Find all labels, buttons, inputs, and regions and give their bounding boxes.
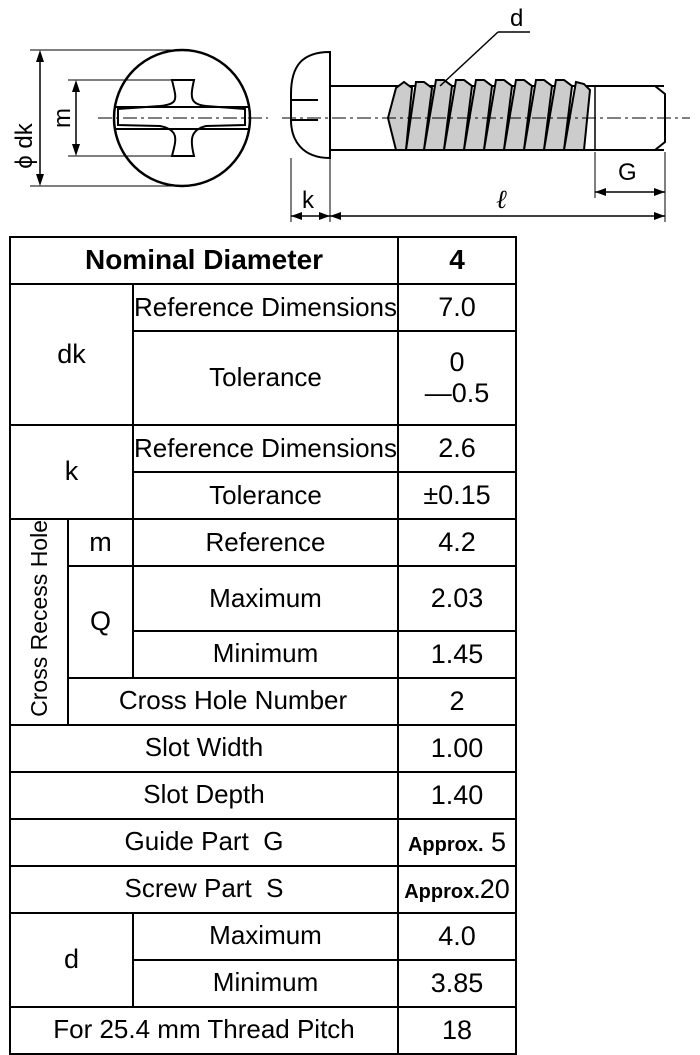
dk-ref-value: 7.0 <box>398 284 516 331</box>
q-max-label: Maximum <box>133 566 398 631</box>
d-max-label: Maximum <box>133 913 398 960</box>
m-label: m <box>68 519 133 566</box>
k-ref-value: 2.6 <box>398 425 516 472</box>
m-ref-label: Reference <box>133 519 398 566</box>
cross-recess-group-label: Cross Recess Hole <box>10 519 68 725</box>
guide-part-label: Guide Part G <box>10 819 398 866</box>
screw-part-label: Screw Part S <box>10 866 398 913</box>
specification-table <box>9 236 517 1055</box>
thread-pitch-label: For 25.4 mm Thread Pitch <box>10 1007 398 1054</box>
dk-ref-label: Reference Dimensions <box>133 284 398 331</box>
nominal-diameter-label: Nominal Diameter <box>10 237 398 284</box>
cross-hole-number-label: Cross Hole Number <box>68 678 398 725</box>
q-min-label: Minimum <box>133 631 398 678</box>
d-leader <box>440 32 530 86</box>
nominal-diameter-value: 4 <box>398 237 516 284</box>
q-max-value: 2.03 <box>398 566 516 631</box>
g-label: G <box>618 159 637 186</box>
screw-dimension-drawing <box>0 0 700 232</box>
q-min-value: 1.45 <box>398 631 516 678</box>
table-row <box>10 566 516 631</box>
m-label: m <box>49 108 76 128</box>
slot-width-label: Slot Width <box>10 725 398 772</box>
k-tol-label: Tolerance <box>133 472 398 519</box>
k-label: k <box>10 425 133 519</box>
table-row <box>10 772 516 819</box>
slot-width-value: 1.00 <box>398 725 516 772</box>
dk-label: dk <box>10 284 133 425</box>
d-label: d <box>10 913 133 1007</box>
slot-depth-label: Slot Depth <box>10 772 398 819</box>
d-max-value: 4.0 <box>398 913 516 960</box>
table-row <box>10 237 516 284</box>
k-tol-value: ±0.15 <box>398 472 516 519</box>
k-ref-label: Reference Dimensions <box>133 425 398 472</box>
k-label: k <box>302 187 314 214</box>
table-row <box>10 519 516 566</box>
cross-hole-number-value: 2 <box>398 678 516 725</box>
table-row <box>10 425 516 472</box>
thread-pitch-value: 18 <box>398 1007 516 1054</box>
slot-depth-value: 1.40 <box>398 772 516 819</box>
d-min-label: Minimum <box>133 960 398 1007</box>
dk-tol-label: Tolerance <box>133 331 398 425</box>
table-row <box>10 1007 516 1054</box>
dk-tol-upper: 0 <box>449 346 465 377</box>
dk-tol-lower: —0.5 <box>424 378 490 408</box>
phi-dk-label: ϕ dk <box>11 123 38 169</box>
table-row <box>10 866 516 913</box>
d-min-value: 3.85 <box>398 960 516 1007</box>
d-label: d <box>510 5 524 32</box>
length-label: ℓ <box>496 185 507 214</box>
dk-tol-value <box>398 331 516 425</box>
guide-part-value: Approx. 5 <box>398 819 516 866</box>
table-row <box>10 819 516 866</box>
table-row <box>10 284 516 331</box>
thread-section <box>388 80 590 150</box>
table-row <box>10 913 516 960</box>
table-row <box>10 725 516 772</box>
table-row <box>10 678 516 725</box>
m-ref-value: 4.2 <box>398 519 516 566</box>
q-label: Q <box>68 566 133 678</box>
screw-part-value: Approx.20 <box>398 866 516 913</box>
